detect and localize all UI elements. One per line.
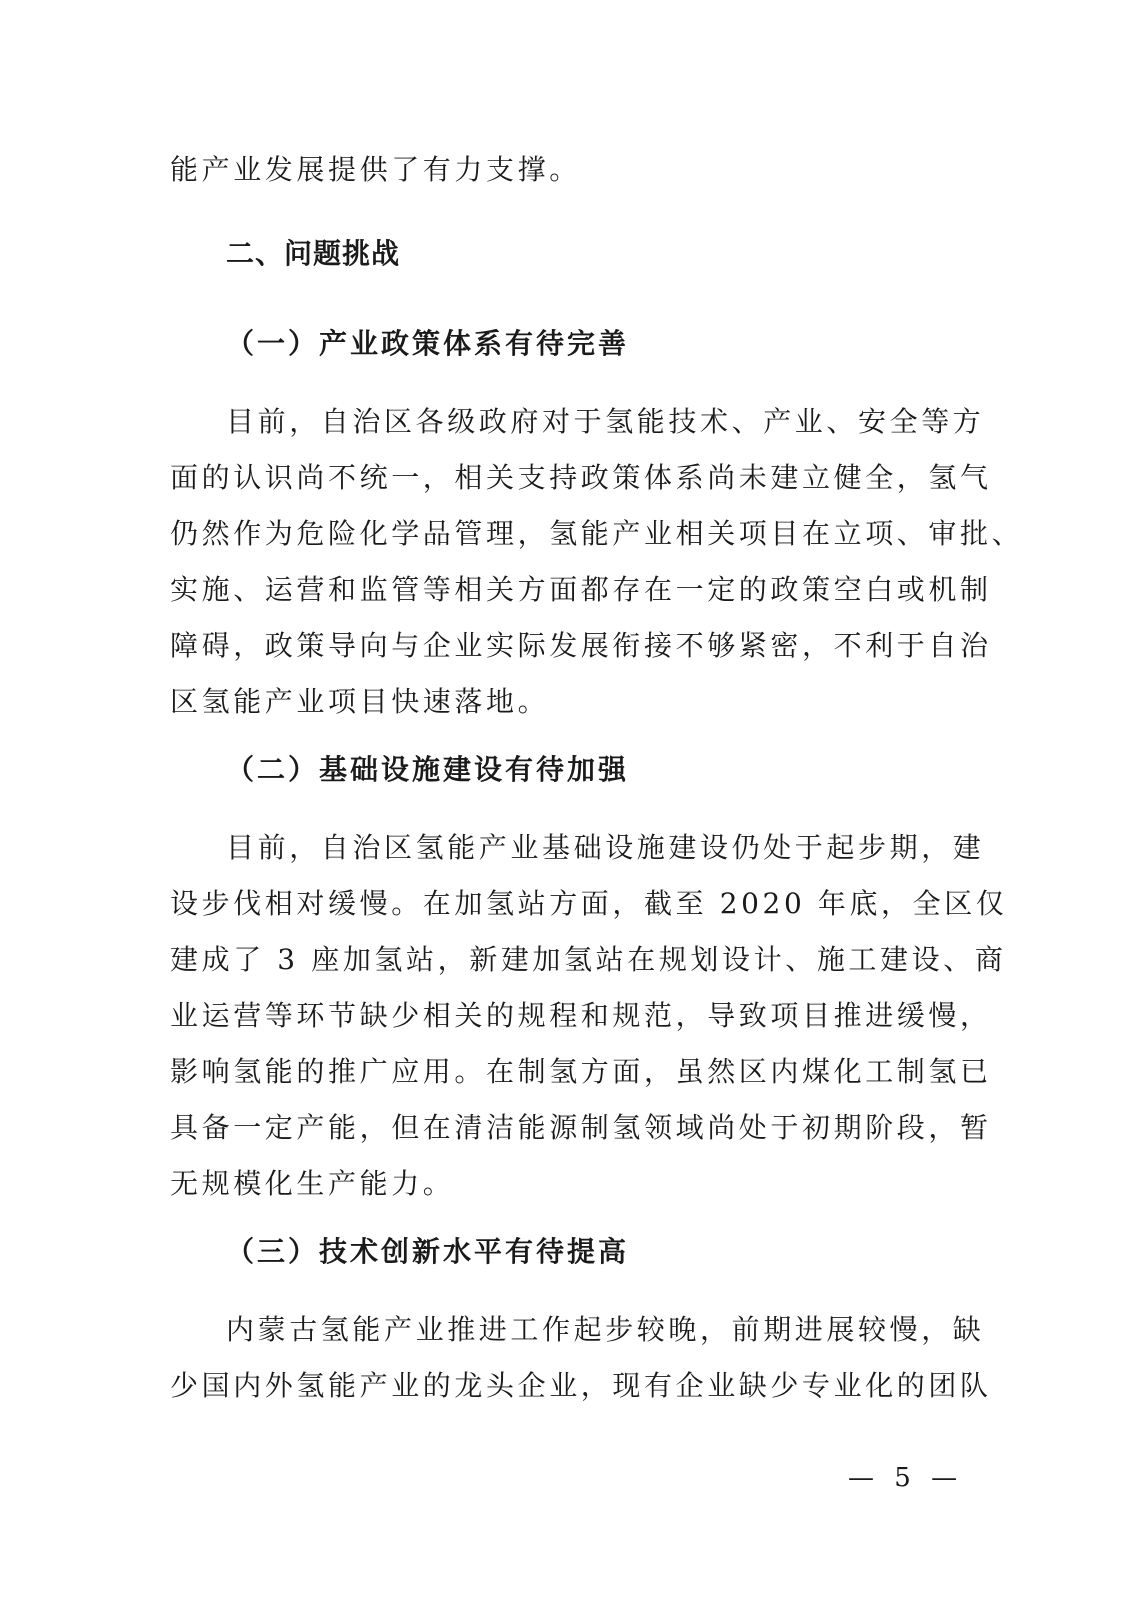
subsection-heading-2: （二）基础设施建设有待加强 bbox=[226, 753, 630, 786]
page-number: — 5 — bbox=[848, 1463, 964, 1493]
paragraph-line: 障碍，政策导向与企业实际发展衔接不够紧密，不利于自治 bbox=[170, 629, 992, 662]
paragraph-line: 内蒙古氢能产业推进工作起步较晚，前期进展较慢，缺 bbox=[226, 1313, 985, 1346]
paragraph-line: 实施、运营和监管等相关方面都存在一定的政策空白或机制 bbox=[170, 573, 992, 606]
paragraph-line: 设步伐相对缓慢。在加氢站方面，截至 2020 年底，全区仅 bbox=[170, 887, 1008, 920]
paragraph-line: 能产业发展提供了有力支撑。 bbox=[170, 153, 581, 186]
paragraph-line: 建成了 3 座加氢站，新建加氢站在规划设计、施工建设、商 bbox=[170, 943, 1007, 976]
paragraph-line: 业运营等环节缺少相关的规程和规范，导致项目推进缓慢， bbox=[170, 999, 992, 1032]
paragraph-line: 无规模化生产能力。 bbox=[170, 1167, 455, 1200]
subsection-heading-1: （一）产业政策体系有待完善 bbox=[226, 327, 630, 360]
paragraph-line: 影响氢能的推广应用。在制氢方面，虽然区内煤化工制氢已 bbox=[170, 1055, 992, 1088]
subsection-heading-3: （三）技术创新水平有待提高 bbox=[226, 1235, 630, 1268]
paragraph-line: 仍然作为危险化学品管理，氢能产业相关项目在立项、审批、 bbox=[170, 517, 1024, 550]
paragraph-line: 目前，自治区各级政府对于氢能技术、产业、安全等方 bbox=[226, 405, 985, 438]
paragraph-line: 面的认识尚不统一，相关支持政策体系尚未建立健全，氢气 bbox=[170, 461, 992, 494]
section-heading: 二、问题挑战 bbox=[226, 237, 401, 270]
paragraph-line: 少国内外氢能产业的龙头企业，现有企业缺少专业化的团队 bbox=[170, 1369, 992, 1402]
paragraph-line: 目前，自治区氢能产业基础设施建设仍处于起步期，建 bbox=[226, 831, 985, 864]
paragraph-line: 具备一定产能，但在清洁能源制氢领域尚处于初期阶段，暂 bbox=[170, 1111, 992, 1144]
paragraph-line: 区氢能产业项目快速落地。 bbox=[170, 685, 550, 718]
